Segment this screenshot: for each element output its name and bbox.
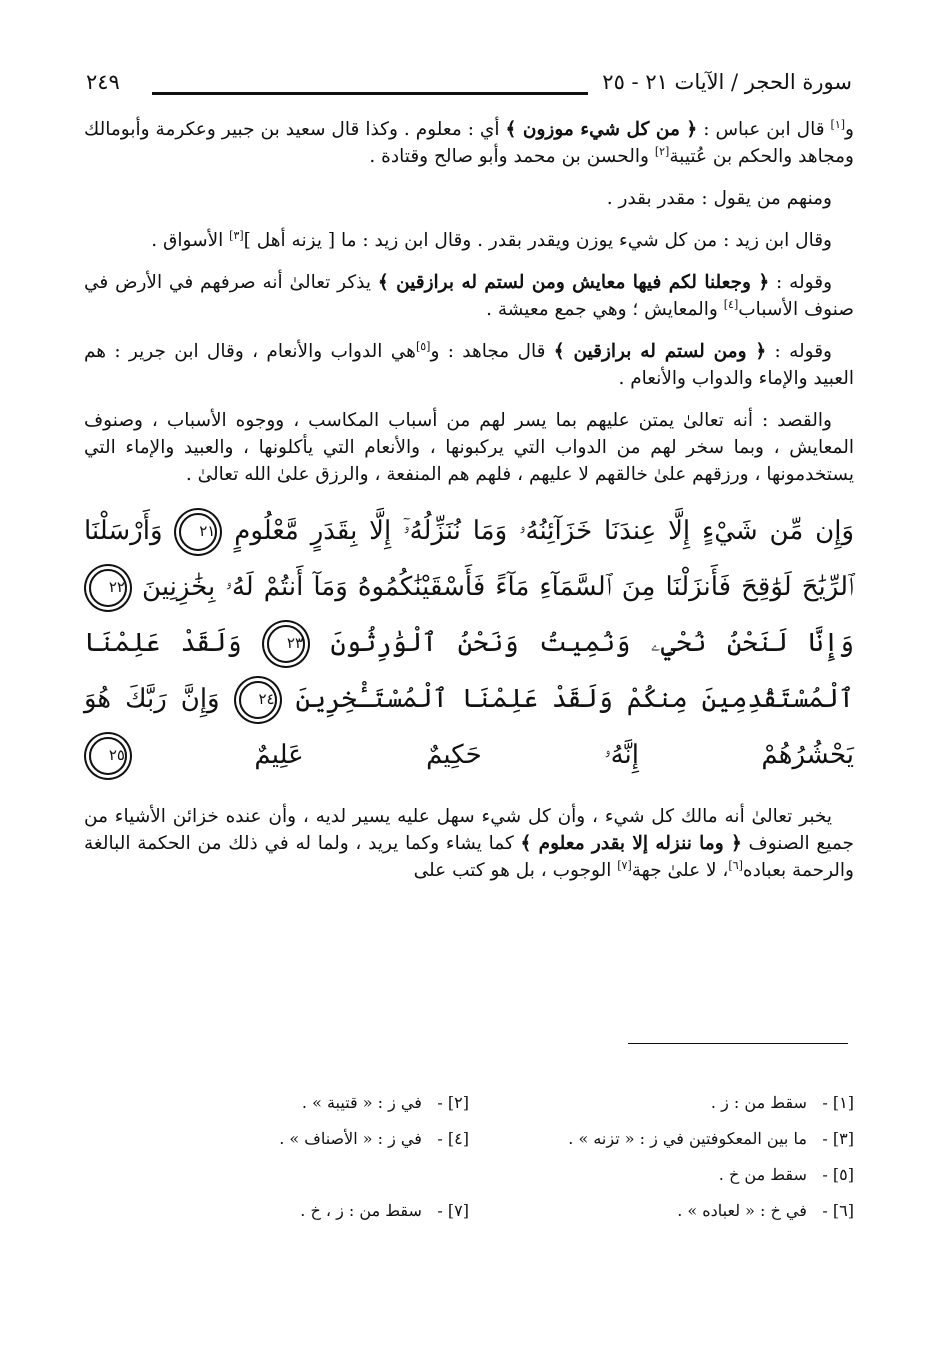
footnote-row	[84, 1201, 854, 1237]
text-run: وقال ابن زيد : من كل شيء يوزن ويقدر بقدر . وقال ابن زيد : ما [ يزنه أهل ]	[243, 230, 832, 251]
page-header	[86, 62, 852, 102]
text-run: الأسواق .	[151, 230, 230, 251]
footnote-text: ما بين المعكوفتين في ز : « تزنه » .	[568, 1129, 812, 1148]
footnote	[469, 1093, 854, 1129]
footnote-ref: [٤]	[723, 297, 739, 311]
text-run: والقصد : أنه تعالىٰ يمتن عليهم بما يسر لهم من أسباب المكاسب ، ووجوه الأسباب ، وصنوف المعايش ، وبما سخر لهم من الدواب التي يركبونها ، والأنعام التي يأكلونها ، والعبيد والإماء التي يستخدمونها ، ورزقهم علىٰ خالقهم لا عليهم ، فلهم هم المنفعة ، والرزق علىٰ الله تعالىٰ .	[84, 410, 854, 485]
footnote-ref: [٢]	[654, 144, 670, 158]
text-run: الوجوب ، بل هو كتب على	[413, 860, 618, 881]
surah-heading: سورة الحجر / الآيات ٢١ - ٢٥	[602, 70, 852, 94]
footnote-text: في ز : « قتيبة » .	[301, 1093, 427, 1112]
header-rule	[152, 92, 588, 95]
ayah-number-marker: ٢١	[179, 513, 217, 551]
footnote-text: سقط من خ .	[718, 1165, 812, 1184]
footnote-ref: [٧]	[617, 858, 632, 872]
verse-text: وَإِن مِّن شَيْءٍ إِلَّا عِندَنَا خَزَآئِنُهُۥ وَمَا نُنَزِّلُهُۥٓ إِلَّا بِقَدَرٍ مَّعْلُومٍ	[234, 516, 855, 546]
page-body	[84, 116, 854, 899]
footnote	[469, 1129, 854, 1165]
text-run: هي الدواب والأنعام ، وقال ابن جرير : هم العبيد والإماء والدواب والأنعام .	[84, 341, 854, 389]
text-run: كما يشاء وكما يريد ، ولما له في ذلك من الحكمة البالغة والرحمة بعباده	[84, 833, 854, 881]
tafsir-paragraph	[84, 803, 854, 884]
text-run: وقوله :	[769, 272, 833, 293]
footnote-row	[84, 1129, 854, 1165]
commentary-paragraph	[84, 116, 854, 170]
text-run: يخبر تعالىٰ أنه مالك كل شيء ، وأن كل شيء سهل عليه يسير لديه ، وأن عنده خزائن الأشياء من جميع الصنوف	[84, 806, 854, 854]
verse-text: وَلَقَدْ عَلِمْنَا ٱلْمُسْتَقْدِمِينَ مِنكُمْ وَلَقَدْ عَلِمْنَا ٱلْمُسْتَـْٔخِرِينَ	[84, 628, 855, 714]
footnote	[84, 1201, 469, 1237]
commentary-paragraph	[84, 407, 854, 488]
footnote-text: سقط من : ز ، خ .	[300, 1201, 427, 1220]
footnote-text: سقط من : ز .	[710, 1093, 812, 1112]
ayah-number-marker: ٢٢	[89, 569, 127, 607]
ayah-number-marker: ٢٣	[267, 625, 305, 663]
footnotes	[84, 1093, 854, 1237]
commentary-paragraph	[84, 227, 854, 254]
footnote-ref: [١]	[830, 117, 846, 131]
quran-quote: ﴿ ومن لستم له برازقين ﴾	[553, 341, 767, 362]
footnote-row	[84, 1093, 854, 1129]
quran-verses	[84, 503, 854, 783]
verse-text: وَإِنَّ رَبَّكَ هُوَ يَحْشُرُهُمْ إِنَّهُۥ حَكِيمٌ عَلِيمٌ	[84, 684, 854, 770]
footnote	[469, 1165, 854, 1201]
footnote-number: [٦] -	[822, 1201, 854, 1220]
footnote-text: في ز : « الأصناف » .	[279, 1129, 427, 1148]
commentary-paragraph	[84, 185, 854, 212]
quran-quote: ﴿ وما ننزله إلا بقدر معلوم ﴾	[520, 833, 742, 854]
page-number: ٢٤٩	[86, 70, 120, 94]
verse-text: وَإِنَّا لَنَحْنُ نُحْيِۦ وَنُمِيتُ وَنَحْنُ ٱلْوَٰرِثُونَ	[330, 628, 855, 658]
text-run: قال مجاهد : و	[430, 341, 554, 362]
text-run: و	[845, 119, 854, 140]
text-run: قال ابن عباس :	[697, 119, 831, 140]
footnote-ref: [٣]	[229, 228, 244, 242]
footnote-text: في خ : « لعباده » .	[677, 1201, 812, 1220]
footnote-number: [٧] -	[437, 1201, 469, 1220]
ayah-number-marker: ٢٤	[239, 681, 277, 719]
footnote-number: [٣] -	[822, 1129, 854, 1148]
footnote	[84, 1165, 469, 1201]
footnote	[469, 1201, 854, 1237]
footnote-number: [١] -	[822, 1093, 854, 1112]
text-run: والمعايش ؛ وهي جمع معيشة .	[486, 299, 724, 320]
footnote	[84, 1129, 469, 1165]
text-run: والحسن بن محمد وأبو صالح وقتادة .	[369, 146, 655, 167]
commentary-paragraphs	[84, 116, 854, 488]
footnote-ref: [٦]	[728, 858, 743, 872]
footnote-row	[84, 1165, 854, 1201]
footnote-ref: [٥]	[415, 339, 431, 353]
footnote	[84, 1093, 469, 1129]
text-run: ومنهم من يقول : مقدر بقدر .	[606, 188, 832, 209]
footnote-number: [٥] -	[822, 1165, 854, 1184]
text-run: يذكر تعالىٰ أنه صرفهم في الأرض في صنوف الأسباب	[84, 272, 854, 320]
footnote-rule	[628, 1043, 848, 1044]
text-run: أي : معلوم . وكذا قال سعيد بن جبير وعكرمة وأبومالك ومجاهد والحكم بن عُتيبة	[84, 119, 854, 167]
text-run: ، لا علىٰ جهة	[631, 860, 729, 881]
commentary-paragraph	[84, 269, 854, 323]
footnote-number: [٤] -	[437, 1129, 469, 1148]
verse-text: وَأَرْسَلْنَا ٱلرِّيَٰحَ لَوَٰقِحَ فَأَنزَلْنَا مِنَ ٱلسَّمَآءِ مَآءً فَأَسْقَيْنَٰكُمُوهُ وَمَآ أَنتُمْ لَهُۥ بِخَٰزِنِينَ	[84, 516, 854, 602]
quran-quote: ﴿ من كل شيء موزون ﴾	[505, 119, 698, 140]
footnote-number: [٢] -	[437, 1093, 469, 1112]
text-run: وقوله :	[766, 341, 832, 362]
ayah-number-marker: ٢٥	[89, 737, 127, 775]
quran-quote: ﴿ وجعلنا لكم فيها معايش ومن لستم له برازقين ﴾	[377, 272, 770, 293]
commentary-paragraph	[84, 338, 854, 392]
